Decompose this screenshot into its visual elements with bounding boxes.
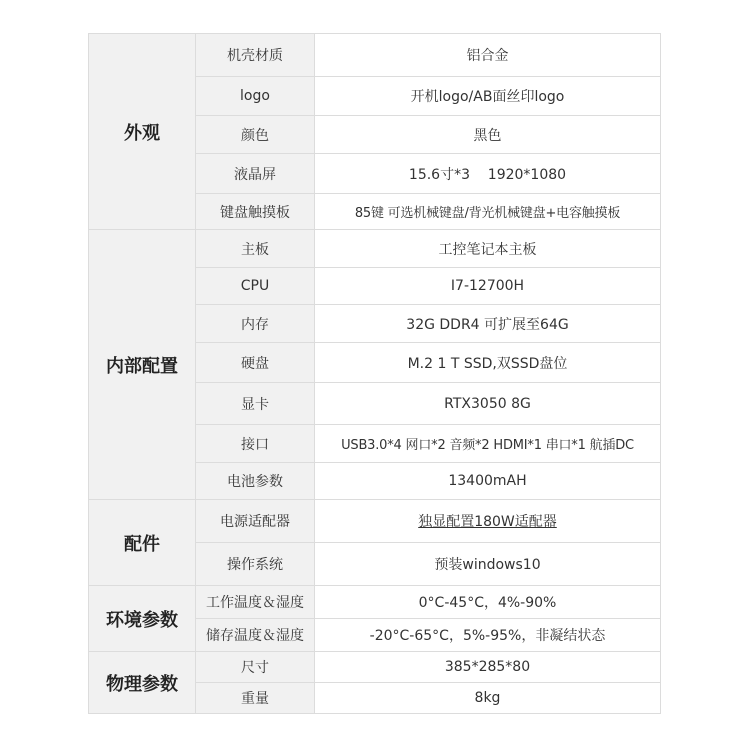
row-label: 电池参数 [196, 463, 315, 500]
row-value: M.2 1 T SSD,双SSD盘位 [315, 343, 661, 383]
row-value: 15.6寸*3 1920*1080 [315, 154, 661, 194]
row-label: 储存温度＆湿度 [196, 619, 315, 652]
category-appearance: 外观 [89, 34, 196, 230]
table-row [89, 586, 661, 619]
row-value: 85键 可选机械键盘/背光机械键盘+电容触摸板 [315, 194, 661, 230]
row-label: 电源适配器 [196, 500, 315, 543]
category-physical: 物理参数 [89, 652, 196, 714]
row-label: logo [196, 77, 315, 116]
table-row [89, 500, 661, 543]
row-value: 0°C-45°C，4%-90% [315, 586, 661, 619]
row-value: 385*285*80 [315, 652, 661, 683]
row-label: 尺寸 [196, 652, 315, 683]
row-label: 接口 [196, 425, 315, 463]
row-value: USB3.0*4 网口*2 音频*2 HDMI*1 串口*1 航插DC [315, 425, 661, 463]
row-value: RTX3050 8G [315, 383, 661, 425]
row-label: 操作系统 [196, 543, 315, 586]
row-label: 液晶屏 [196, 154, 315, 194]
row-label: 键盘触摸板 [196, 194, 315, 230]
row-label: 主板 [196, 230, 315, 268]
table-row [89, 34, 661, 77]
category-internal-config: 内部配置 [89, 230, 196, 500]
row-label: 内存 [196, 305, 315, 343]
row-value: 开机logo/AB面丝印logo [315, 77, 661, 116]
row-label: 工作温度＆湿度 [196, 586, 315, 619]
category-accessories: 配件 [89, 500, 196, 586]
row-label: 显卡 [196, 383, 315, 425]
row-value: I7-12700H [315, 268, 661, 305]
table-row [89, 230, 661, 268]
row-value: 独显配置180W适配器 [315, 500, 661, 543]
row-value: 预装windows10 [315, 543, 661, 586]
row-value: -20°C-65°C，5%-95%，非凝结状态 [315, 619, 661, 652]
row-value: 工控笔记本主板 [315, 230, 661, 268]
row-label: 重量 [196, 683, 315, 714]
category-environment: 环境参数 [89, 586, 196, 652]
row-label: 硬盘 [196, 343, 315, 383]
table-row [89, 652, 661, 683]
row-value: 8kg [315, 683, 661, 714]
row-value: 32G DDR4 可扩展至64G [315, 305, 661, 343]
row-label: 颜色 [196, 116, 315, 154]
row-label: 机壳材质 [196, 34, 315, 77]
row-label: CPU [196, 268, 315, 305]
row-value: 铝合金 [315, 34, 661, 77]
spec-table [88, 33, 661, 714]
row-value: 13400mAH [315, 463, 661, 500]
row-value: 黑色 [315, 116, 661, 154]
